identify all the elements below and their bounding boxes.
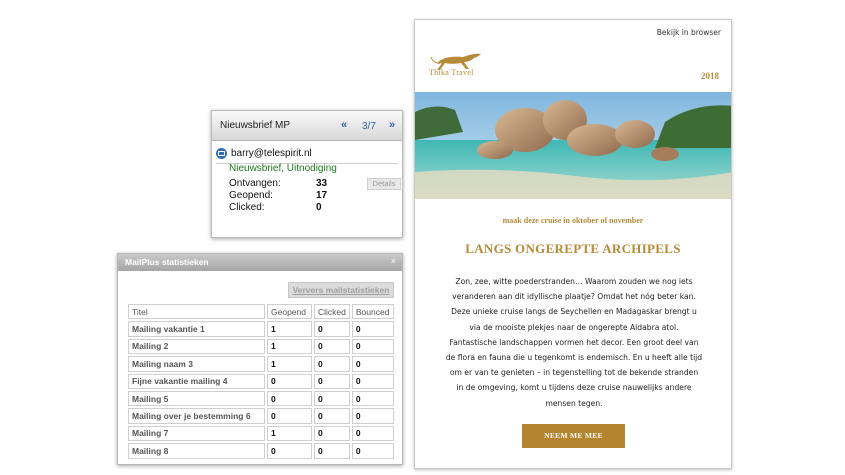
mailing-title: Mailing 7 [128, 426, 265, 441]
bounced-count: 0 [352, 443, 394, 458]
body-line: de flora en fauna die u tegenkomt is endemisch. En u heeft alle tijd [445, 353, 703, 363]
table-row [128, 426, 394, 441]
column-header-clicked: Clicked [314, 304, 350, 319]
mailing-title: Mailing over je bestemming 6 [128, 408, 265, 423]
opened-label: Geopend: [229, 190, 273, 201]
clicked-count: 0 [314, 443, 350, 458]
body-line: veranderen aan dit idyllische plaatje? Omdat het nóg beter kan. [452, 292, 696, 302]
table-header-row [128, 304, 394, 319]
mailing-title: Mailing 8 [128, 443, 265, 458]
opened-count: 0 [267, 408, 312, 423]
email-kicker: maak deze cruise in oktober of november [502, 216, 644, 225]
refresh-statistics-button[interactable]: Ververs mailstatistieken [288, 282, 394, 298]
newsletter-widget [211, 110, 403, 238]
bounced-count: 0 [352, 374, 394, 389]
bounced-count: 0 [352, 339, 394, 354]
column-header-bounced: Bounced [352, 304, 394, 319]
table-row [128, 321, 394, 336]
opened-count: 1 [267, 426, 312, 441]
brand-name: Thika Travel [429, 68, 474, 77]
newsletter-widget-header [212, 111, 402, 141]
mailing-title: Mailing 5 [128, 391, 265, 406]
mailing-title: Mailing 2 [128, 339, 265, 354]
clicked-value: 0 [316, 202, 322, 213]
mailing-title: Fijne vakantie mailing 4 [128, 374, 265, 389]
opened-count: 0 [267, 391, 312, 406]
body-line: Zon, zee, witte poederstranden… Waarom zouden we nog iets [455, 277, 693, 286]
envelope-icon [216, 148, 227, 159]
mailplus-statistics-panel [117, 253, 403, 465]
bounced-count: 0 [352, 391, 394, 406]
beach-hero-image [415, 92, 732, 199]
table-row [128, 374, 394, 389]
details-button[interactable]: Details [367, 178, 401, 190]
next-arrow-icon[interactable]: » [389, 119, 396, 131]
bounced-count: 0 [352, 426, 394, 441]
clicked-count: 0 [314, 408, 350, 423]
clicked-count: 0 [314, 426, 350, 441]
mailing-title: Mailing naam 3 [128, 356, 265, 371]
clicked-count: 0 [314, 391, 350, 406]
received-value: 33 [316, 178, 328, 189]
email-body [431, 274, 717, 411]
view-in-browser-link[interactable]: Bekijk in browser [656, 28, 721, 37]
opened-value: 17 [316, 190, 328, 201]
body-line: in de omgeving, komt u tijdens deze cruise nauwelijks andere [456, 383, 692, 393]
body-line: mensen tegen. [545, 398, 603, 408]
table-row [128, 408, 394, 423]
email-headline: LANGS ONGEREPTE ARCHIPELS [465, 241, 681, 256]
clicked-count: 0 [314, 339, 350, 354]
email-preview [414, 19, 732, 469]
column-header-title: Titel [128, 304, 265, 319]
opened-count: 1 [267, 339, 312, 354]
column-header-opened: Geopend [267, 304, 312, 319]
newsletter-widget-title: Nieuwsbrief MP [220, 120, 291, 131]
sender-email: barry@telespirit.nl [231, 147, 312, 159]
bounced-count: 0 [352, 356, 394, 371]
previous-arrow-icon[interactable]: « [341, 119, 348, 131]
table-row [128, 391, 394, 406]
body-line: via de mooiste plekjes naar de ongerepte Aldabra atol. [469, 322, 679, 332]
body-line: Fantastische landschappen vormen het decor. Een groot deel van [449, 337, 699, 347]
bounced-count: 0 [352, 321, 394, 336]
clicked-count: 0 [314, 356, 350, 371]
mailing-tags: Nieuwsbrief, Uitnodiging [229, 163, 337, 174]
table-row [128, 356, 394, 371]
clicked-count: 0 [314, 374, 350, 389]
opened-count: 0 [267, 443, 312, 458]
opened-count: 0 [267, 374, 312, 389]
body-line: Deze unieke cruise langs de Seychellen en Madagaskar brengt u [451, 307, 697, 317]
opened-count: 1 [267, 356, 312, 371]
body-line: om er van te genieten – in tegenstelling tot de bekende stranden [449, 368, 699, 378]
sender-row [216, 146, 312, 160]
bounced-count: 0 [352, 408, 394, 423]
table-row [128, 443, 394, 458]
received-label: Ontvangen: [229, 178, 281, 189]
close-icon[interactable]: × [390, 256, 396, 266]
year-label: 2018 [701, 71, 719, 81]
mailing-title: Mailing vakantie 1 [128, 321, 265, 336]
mailplus-header [118, 254, 402, 271]
opened-count: 1 [267, 321, 312, 336]
page-indicator: 3/7 [362, 121, 376, 132]
mailing-statistics-table [126, 302, 396, 461]
take-me-button[interactable]: NEEM ME MEE [522, 424, 625, 448]
clicked-count: 0 [314, 321, 350, 336]
table-row [128, 339, 394, 354]
mailplus-title: MailPlus statistieken [125, 257, 209, 267]
clicked-label: Clicked: [229, 202, 265, 213]
